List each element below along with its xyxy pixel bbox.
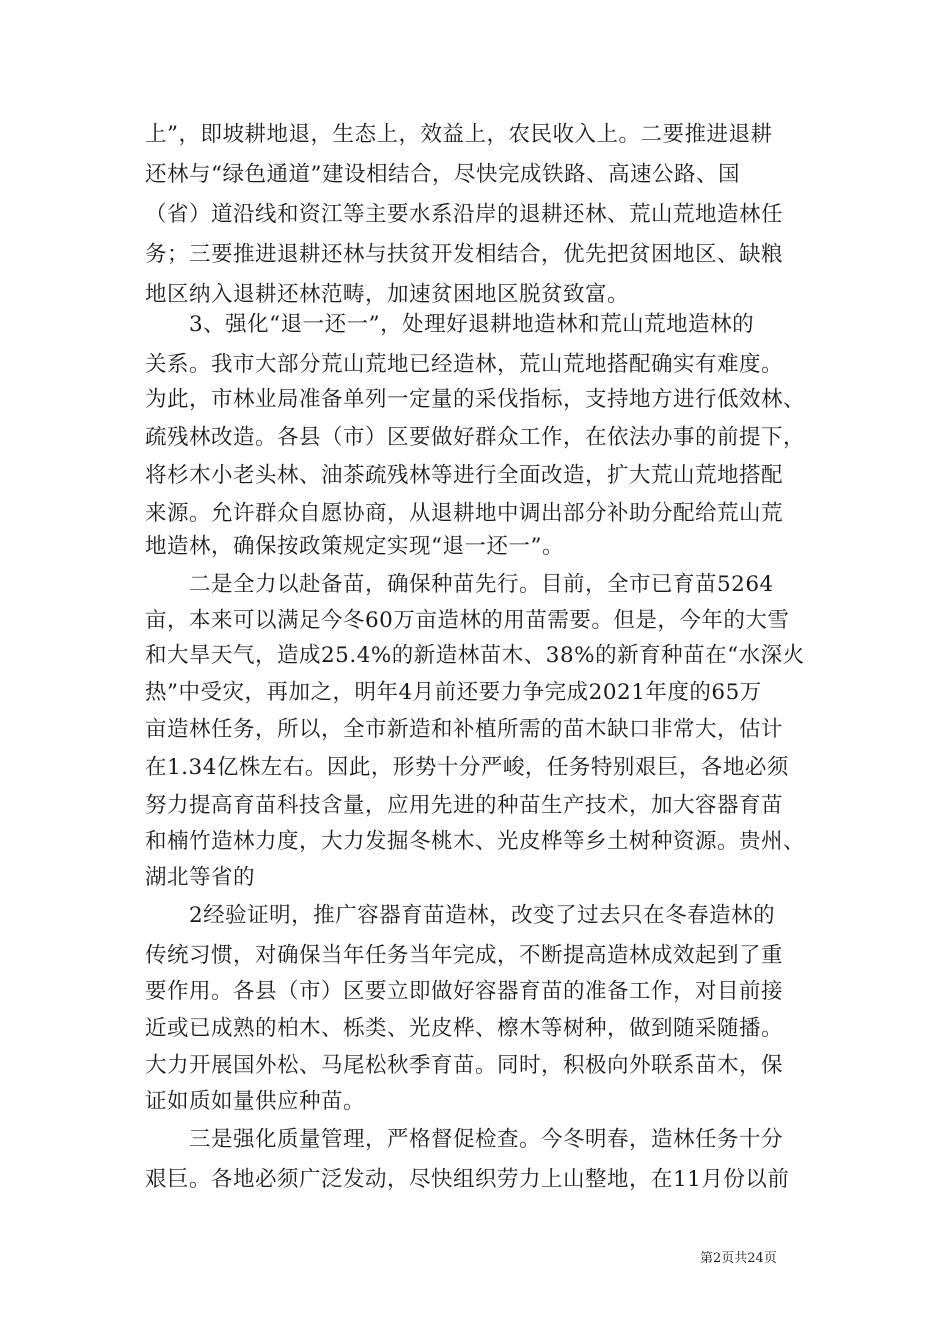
text-line: 来源。允许群众自愿协商，从退耕地中调出部分补助分配给荒山荒: [145, 501, 784, 526]
text-line: 为此，市林业局准备单列一定量的采伐指标，支持地方进行低效林、: [145, 387, 806, 412]
text-line: 还林与“绿色通道”建设相结合，尽快完成铁路、高速公路、国: [145, 162, 740, 187]
text-line: 地造林，确保按政策规定实现“退一还一”。: [145, 534, 564, 559]
text-line: 三是强化质量管理，严格督促检查。今冬明春，造林任务十分: [145, 1127, 784, 1152]
text-line: 湖北等省的: [145, 865, 256, 890]
text-line: 务；三要推进退耕还林与扶贫开发相结合，优先把贫困地区、缺粮: [145, 242, 784, 267]
text-line: 上”，即坡耕地退，生态上，效益上，农民收入上。二要推进退耕: [145, 122, 773, 147]
text-line: 将杉木小老头林、油茶疏残林等进行全面改造，扩大荒山荒地搭配: [145, 463, 784, 488]
text-line: 努力提高育苗科技含量，应用先进的种苗生产技术，加大容器育苗: [145, 793, 784, 818]
text-line: 地区纳入退耕还林范畴，加速贫困地区脱贫致富。: [145, 282, 630, 307]
text-line: 热”中受灾，再加之，明年4月前还要力争完成2021年度的65万: [145, 680, 762, 705]
text-line: 疏残林改造。各县（市）区要做好群众工作，在依法办事的前提下，: [145, 425, 806, 450]
page-number: 第2页共24页: [700, 1251, 777, 1266]
text-line: 关系。我市大部分荒山荒地已经造林，荒山荒地搭配确实有难度。: [145, 352, 784, 377]
text-line: 亩造林任务，所以，全市新造和补植所需的苗木缺口非常大，估计: [145, 717, 784, 742]
text-line: 2经验证明，推广容器育苗造林，改变了过去只在冬春造林的: [145, 903, 776, 928]
text-line: 3、强化“退一还一”，处理好退耕地造林和荒山荒地造林的: [145, 312, 755, 337]
text-line: 亩，本来可以满足今冬60万亩造林的用苗需要。但是，今年的大雪: [145, 608, 790, 633]
text-line: 大力开展国外松、马尾松秋季育苗。同时，积极向外联系苗木，保: [145, 1053, 784, 1078]
text-line: 和楠竹造林力度，大力发掘冬桃木、光皮桦等乡土树种资源。贵州、: [145, 829, 806, 854]
text-line: 和大旱天气，造成25.4%的新造林苗木、38%的新育种苗在“水深火: [145, 643, 805, 668]
text-line: 要作用。各县（市）区要立即做好容器育苗的准备工作，对目前接: [145, 979, 784, 1004]
text-line: 传统习惯，对确保当年任务当年完成，不断提高造林成效起到了重: [145, 943, 784, 968]
text-line: 证如质如量供应种苗。: [145, 1089, 366, 1114]
text-line: 二是全力以赴备苗，确保种苗先行。目前，全市已育苗5264: [145, 572, 774, 597]
text-line: 近或已成熟的柏木、栎类、光皮桦、檫木等树种，做到随采随播。: [145, 1016, 784, 1041]
text-line: 在1.34亿株左右。因此，形势十分严峻，任务特别艰巨，各地必须: [145, 755, 789, 780]
text-line: 艰巨。各地必须广泛发动，尽快组织劳力上山整地，在11月份以前: [145, 1167, 790, 1192]
text-line: （省）道沿线和资江等主要水系沿岸的退耕还林、荒山荒地造林任: [145, 202, 784, 227]
